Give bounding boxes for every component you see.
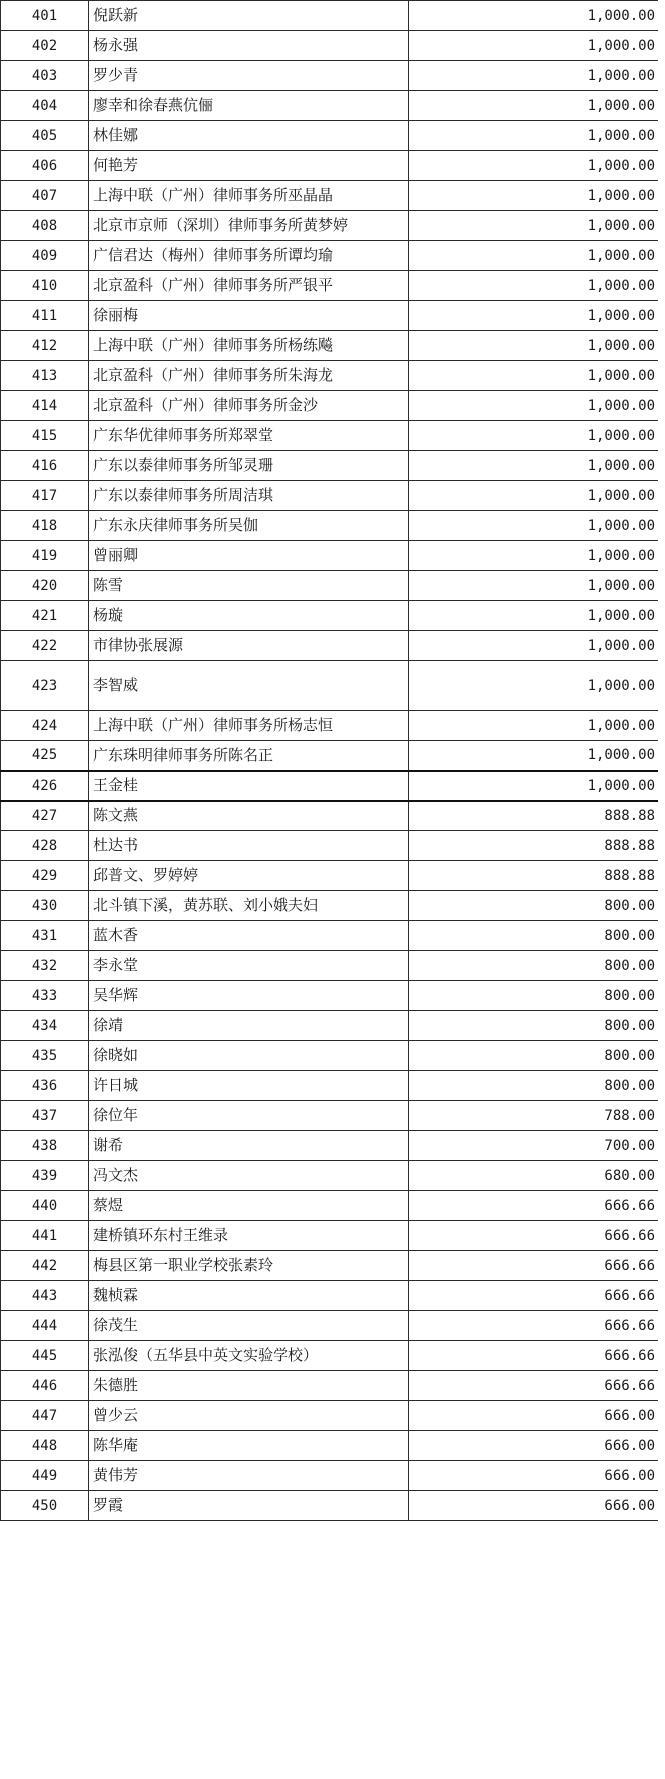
donation-amount: 800.00 <box>409 891 659 921</box>
table-row <box>1 1281 659 1311</box>
donation-amount: 1,000.00 <box>409 271 659 301</box>
donation-amount: 800.00 <box>409 1041 659 1071</box>
row-number: 410 <box>1 271 89 301</box>
donor-name: 上海中联（广州）律师事务所杨志恒 <box>89 711 409 741</box>
donor-name: 谢希 <box>89 1131 409 1161</box>
donor-name: 倪跃新 <box>89 1 409 31</box>
donor-name: 魏桢霖 <box>89 1281 409 1311</box>
row-number: 413 <box>1 361 89 391</box>
row-number: 449 <box>1 1461 89 1491</box>
table-row <box>1 1221 659 1251</box>
donation-amount: 666.66 <box>409 1191 659 1221</box>
row-number: 412 <box>1 331 89 361</box>
table-row <box>1 31 659 61</box>
donation-amount: 666.00 <box>409 1461 659 1491</box>
table-row <box>1 1131 659 1161</box>
table-row <box>1 1461 659 1491</box>
row-number: 404 <box>1 91 89 121</box>
row-number: 447 <box>1 1401 89 1431</box>
donation-amount: 888.88 <box>409 831 659 861</box>
donor-name: 北京盈科（广州）律师事务所金沙 <box>89 391 409 421</box>
donor-name: 罗霞 <box>89 1491 409 1521</box>
donor-name: 陈华庵 <box>89 1431 409 1461</box>
table-row <box>1 391 659 421</box>
row-number: 445 <box>1 1341 89 1371</box>
row-number: 422 <box>1 631 89 661</box>
row-number: 443 <box>1 1281 89 1311</box>
donation-amount: 888.88 <box>409 861 659 891</box>
row-number: 430 <box>1 891 89 921</box>
donor-name: 广信君达（梅州）律师事务所谭均瑜 <box>89 241 409 271</box>
table-row <box>1 301 659 331</box>
row-number: 402 <box>1 31 89 61</box>
table-row <box>1 331 659 361</box>
donation-amount: 1,000.00 <box>409 61 659 91</box>
table-row <box>1 891 659 921</box>
donation-amount: 800.00 <box>409 921 659 951</box>
donation-amount: 1,000.00 <box>409 571 659 601</box>
donor-name: 邱普文、罗婷婷 <box>89 861 409 891</box>
row-number: 405 <box>1 121 89 151</box>
donation-amount: 800.00 <box>409 1011 659 1041</box>
donation-amount: 800.00 <box>409 951 659 981</box>
row-number: 403 <box>1 61 89 91</box>
table-row <box>1 91 659 121</box>
donor-name: 上海中联（广州）律师事务所巫晶晶 <box>89 181 409 211</box>
row-number: 424 <box>1 711 89 741</box>
donation-amount: 1,000.00 <box>409 211 659 241</box>
donor-name: 黄伟芳 <box>89 1461 409 1491</box>
donor-name: 北京盈科（广州）律师事务所朱海龙 <box>89 361 409 391</box>
donation-amount: 1,000.00 <box>409 181 659 211</box>
row-number: 411 <box>1 301 89 331</box>
table-row <box>1 511 659 541</box>
donation-amount: 666.66 <box>409 1251 659 1281</box>
donor-name: 蔡煜 <box>89 1191 409 1221</box>
table-row <box>1 861 659 891</box>
page-edge <box>658 0 665 1779</box>
donation-amount: 1,000.00 <box>409 541 659 571</box>
table-row <box>1 571 659 601</box>
donation-amount: 800.00 <box>409 1071 659 1101</box>
donor-name: 广东以泰律师事务所周洁琪 <box>89 481 409 511</box>
donation-amount: 1,000.00 <box>409 301 659 331</box>
donation-amount: 666.66 <box>409 1311 659 1341</box>
donation-amount: 666.00 <box>409 1491 659 1521</box>
table-row <box>1 1071 659 1101</box>
table-row <box>1 801 659 831</box>
donation-table-body <box>1 1 659 1521</box>
donation-amount: 1,000.00 <box>409 361 659 391</box>
donation-amount: 1,000.00 <box>409 661 659 711</box>
donation-amount: 800.00 <box>409 981 659 1011</box>
donor-name: 廖幸和徐春燕伉俪 <box>89 91 409 121</box>
row-number: 450 <box>1 1491 89 1521</box>
table-row <box>1 771 659 801</box>
donor-name: 林佳娜 <box>89 121 409 151</box>
donor-name: 罗少青 <box>89 61 409 91</box>
table-row <box>1 1041 659 1071</box>
row-number: 420 <box>1 571 89 601</box>
table-row <box>1 1491 659 1521</box>
donation-amount: 1,000.00 <box>409 511 659 541</box>
donation-amount: 1,000.00 <box>409 241 659 271</box>
donor-name: 广东华优律师事务所郑翠堂 <box>89 421 409 451</box>
donor-name: 广东珠明律师事务所陈名正 <box>89 741 409 771</box>
table-row <box>1 661 659 711</box>
row-number: 426 <box>1 771 89 801</box>
donation-amount: 1,000.00 <box>409 421 659 451</box>
donor-name: 张泓俊（五华县中英文实验学校） <box>89 1341 409 1371</box>
table-row <box>1 481 659 511</box>
table-row <box>1 121 659 151</box>
donor-name: 朱德胜 <box>89 1371 409 1401</box>
donation-amount: 1,000.00 <box>409 121 659 151</box>
table-row <box>1 951 659 981</box>
donor-name: 许日城 <box>89 1071 409 1101</box>
donation-amount: 1,000.00 <box>409 631 659 661</box>
table-row <box>1 271 659 301</box>
table-row <box>1 601 659 631</box>
table-row <box>1 1011 659 1041</box>
donor-name: 何艳芳 <box>89 151 409 181</box>
donation-amount: 666.66 <box>409 1371 659 1401</box>
table-row <box>1 211 659 241</box>
donor-name: 陈雪 <box>89 571 409 601</box>
row-number: 415 <box>1 421 89 451</box>
row-number: 421 <box>1 601 89 631</box>
donor-name: 吴华辉 <box>89 981 409 1011</box>
donor-name: 广东以泰律师事务所邹灵珊 <box>89 451 409 481</box>
donation-amount: 1,000.00 <box>409 151 659 181</box>
row-number: 401 <box>1 1 89 31</box>
donation-amount: 666.66 <box>409 1341 659 1371</box>
donor-name: 北京盈科（广州）律师事务所严银平 <box>89 271 409 301</box>
table-row <box>1 151 659 181</box>
donor-name: 徐茂生 <box>89 1311 409 1341</box>
row-number: 439 <box>1 1161 89 1191</box>
donation-amount: 680.00 <box>409 1161 659 1191</box>
donor-name: 王金桂 <box>89 771 409 801</box>
donor-name: 蓝木香 <box>89 921 409 951</box>
table-row <box>1 361 659 391</box>
donor-name: 徐晓如 <box>89 1041 409 1071</box>
table-row <box>1 1 659 31</box>
donation-amount: 666.00 <box>409 1401 659 1431</box>
row-number: 431 <box>1 921 89 951</box>
donor-name: 广东永庆律师事务所吴伽 <box>89 511 409 541</box>
donor-name: 梅县区第一职业学校张素玲 <box>89 1251 409 1281</box>
table-row <box>1 741 659 771</box>
donor-name: 建桥镇环东村王维录 <box>89 1221 409 1251</box>
row-number: 440 <box>1 1191 89 1221</box>
table-row <box>1 1191 659 1221</box>
table-row <box>1 831 659 861</box>
row-number: 418 <box>1 511 89 541</box>
donor-name: 陈文燕 <box>89 801 409 831</box>
donor-name: 上海中联（广州）律师事务所杨练飚 <box>89 331 409 361</box>
table-row <box>1 711 659 741</box>
donor-name: 北斗镇下溪，黄苏联、刘小娥夫妇 <box>89 891 409 921</box>
row-number: 423 <box>1 661 89 711</box>
donation-amount: 700.00 <box>409 1131 659 1161</box>
row-number: 444 <box>1 1311 89 1341</box>
donation-amount: 1,000.00 <box>409 391 659 421</box>
table-row <box>1 541 659 571</box>
donation-amount: 788.00 <box>409 1101 659 1131</box>
donor-name: 徐位年 <box>89 1101 409 1131</box>
donation-amount: 666.00 <box>409 1431 659 1461</box>
donor-name: 李永堂 <box>89 951 409 981</box>
donation-amount: 1,000.00 <box>409 331 659 361</box>
row-number: 442 <box>1 1251 89 1281</box>
table-row <box>1 1311 659 1341</box>
row-number: 436 <box>1 1071 89 1101</box>
row-number: 428 <box>1 831 89 861</box>
row-number: 433 <box>1 981 89 1011</box>
table-row <box>1 1431 659 1461</box>
row-number: 427 <box>1 801 89 831</box>
donor-name: 市律协张展源 <box>89 631 409 661</box>
donor-name: 杜达书 <box>89 831 409 861</box>
row-number: 417 <box>1 481 89 511</box>
table-row <box>1 451 659 481</box>
donation-amount: 1,000.00 <box>409 1 659 31</box>
row-number: 414 <box>1 391 89 421</box>
donor-name: 李智威 <box>89 661 409 711</box>
row-number: 432 <box>1 951 89 981</box>
row-number: 425 <box>1 741 89 771</box>
donor-name: 杨永强 <box>89 31 409 61</box>
row-number: 438 <box>1 1131 89 1161</box>
table-row <box>1 241 659 271</box>
row-number: 416 <box>1 451 89 481</box>
donation-amount: 1,000.00 <box>409 31 659 61</box>
table-row <box>1 981 659 1011</box>
table-row <box>1 631 659 661</box>
donation-amount: 1,000.00 <box>409 451 659 481</box>
donor-name: 杨璇 <box>89 601 409 631</box>
donation-amount: 1,000.00 <box>409 711 659 741</box>
donation-amount: 888.88 <box>409 801 659 831</box>
donation-amount: 666.66 <box>409 1221 659 1251</box>
donor-name: 徐靖 <box>89 1011 409 1041</box>
donation-amount: 666.66 <box>409 1281 659 1311</box>
row-number: 441 <box>1 1221 89 1251</box>
table-row <box>1 421 659 451</box>
donor-name: 北京市京师（深圳）律师事务所黄梦婷 <box>89 211 409 241</box>
donation-amount: 1,000.00 <box>409 771 659 801</box>
row-number: 435 <box>1 1041 89 1071</box>
donation-amount: 1,000.00 <box>409 601 659 631</box>
table-row <box>1 1371 659 1401</box>
row-number: 419 <box>1 541 89 571</box>
donation-amount: 1,000.00 <box>409 741 659 771</box>
row-number: 434 <box>1 1011 89 1041</box>
row-number: 429 <box>1 861 89 891</box>
table-row <box>1 1161 659 1191</box>
table-row <box>1 181 659 211</box>
donation-amount: 1,000.00 <box>409 481 659 511</box>
donor-name: 曾丽卿 <box>89 541 409 571</box>
row-number: 407 <box>1 181 89 211</box>
row-number: 448 <box>1 1431 89 1461</box>
table-row <box>1 1101 659 1131</box>
row-number: 409 <box>1 241 89 271</box>
table-row <box>1 1251 659 1281</box>
donation-amount: 1,000.00 <box>409 91 659 121</box>
donor-name: 曾少云 <box>89 1401 409 1431</box>
row-number: 408 <box>1 211 89 241</box>
donor-name: 冯文杰 <box>89 1161 409 1191</box>
row-number: 406 <box>1 151 89 181</box>
table-row <box>1 61 659 91</box>
row-number: 446 <box>1 1371 89 1401</box>
donor-name: 徐丽梅 <box>89 301 409 331</box>
table-row <box>1 1401 659 1431</box>
table-row <box>1 921 659 951</box>
row-number: 437 <box>1 1101 89 1131</box>
table-row <box>1 1341 659 1371</box>
